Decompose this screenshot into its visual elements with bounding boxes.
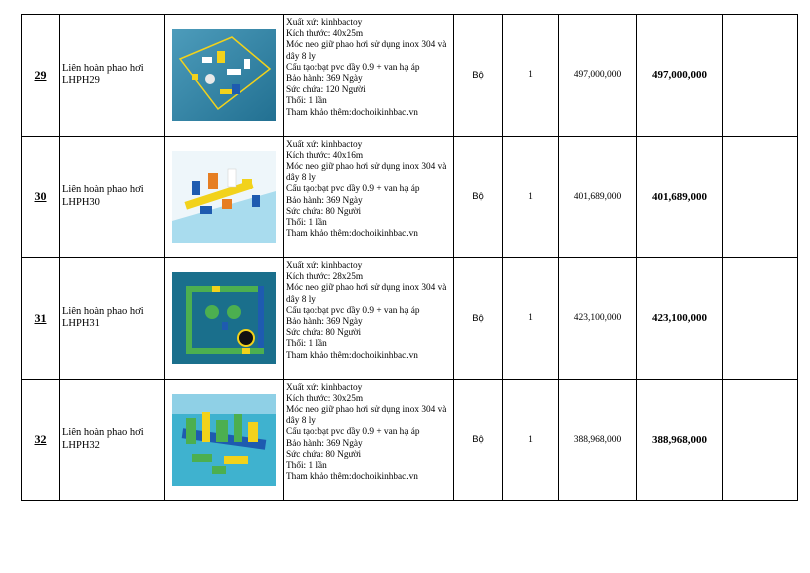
unit-cell: Bộ	[454, 258, 503, 380]
row-number: 32	[22, 379, 60, 501]
anchor-line: Móc neo giữ phao hơi sử dụng inox 304 và dây 8 ly	[286, 161, 447, 184]
row-number: 31	[22, 258, 60, 380]
product-code: LHPH29	[62, 75, 100, 87]
unit-price-cell: 423,100,000	[559, 258, 637, 380]
origin-line: Xuất xứ: kinhbactoy	[286, 261, 363, 271]
unit-price-cell: 497,000,000	[559, 15, 637, 137]
reference-line: Tham khảo thêm:dochoikinhbac.vn	[286, 107, 418, 118]
total-price-cell: 423,100,000	[637, 258, 723, 380]
product-name-cell	[60, 15, 165, 137]
inflate-line: Thổi: 1 lần	[286, 217, 327, 228]
total-price-cell: 497,000,000	[637, 15, 723, 137]
inflatable-water-park-image	[172, 394, 276, 486]
capacity-line: Sức chứa: 80 Người	[286, 449, 362, 460]
table-row	[22, 379, 798, 501]
inflate-line: Thổi: 1 lần	[286, 96, 327, 107]
quantity-cell: 1	[503, 15, 559, 137]
product-image-cell	[165, 258, 284, 380]
product-name: Liên hoàn phao hơi	[62, 305, 144, 317]
unit-price-cell: 401,689,000	[559, 136, 637, 258]
capacity-line: Sức chứa: 120 Người	[286, 85, 366, 96]
product-name-cell	[60, 136, 165, 258]
size-line: Kích thước: 28x25m	[286, 272, 364, 283]
product-name: Liên hoàn phao hơi	[62, 184, 144, 196]
origin-line: Xuất xứ: kinhbactoy	[286, 382, 363, 393]
reference-line: Tham khảo thêm:dochoikinhbac.vn	[286, 229, 418, 240]
product-description	[284, 379, 454, 501]
origin-line: Xuất xứ: kinhbactoy	[286, 139, 363, 150]
inflate-line: Thổi: 1 lần	[286, 460, 327, 471]
warranty-line: Bảo hành: 369 Ngày	[286, 317, 363, 328]
note-cell	[723, 379, 798, 501]
warranty-line: Bảo hành: 369 Ngày	[286, 74, 363, 85]
total-price-cell: 388,968,000	[637, 379, 723, 501]
product-image-cell	[165, 136, 284, 258]
product-name-cell	[60, 258, 165, 380]
quantity-cell: 1	[503, 379, 559, 501]
row-number: 30	[22, 136, 60, 258]
quantity-cell: 1	[503, 136, 559, 258]
capacity-line: Sức chứa: 80 Người	[286, 206, 362, 217]
reference-line: Tham khảo thêm:dochoikinhbac.vn	[286, 472, 418, 483]
capacity-line: Sức chứa: 80 Người	[286, 328, 362, 339]
table-row	[22, 15, 798, 137]
product-image-cell	[165, 379, 284, 501]
product-description	[284, 136, 454, 258]
product-price-table	[21, 14, 798, 501]
anchor-line: Móc neo giữ phao hơi sử dụng inox 304 và dây 8 ly	[286, 40, 447, 62]
product-name: Liên hoàn phao hơi	[62, 427, 144, 439]
product-name-cell	[60, 379, 165, 501]
unit-cell: Bộ	[454, 15, 503, 137]
inflate-line: Thổi: 1 lần	[286, 339, 327, 350]
unit-price-cell: 388,968,000	[559, 379, 637, 501]
product-code: LHPH31	[62, 318, 100, 330]
note-cell	[723, 136, 798, 258]
anchor-line: Móc neo giữ phao hơi sử dụng inox 304 và dây 8 ly	[286, 283, 447, 305]
anchor-line: Móc neo giữ phao hơi sử dụng inox 304 và dây 8 ly	[286, 404, 447, 427]
product-image-cell	[165, 15, 284, 137]
unit-cell: Bộ	[454, 136, 503, 258]
warranty-line: Bảo hành: 369 Ngày	[286, 438, 363, 449]
warranty-line: Bảo hành: 369 Ngày	[286, 195, 363, 206]
product-code: LHPH30	[62, 196, 100, 208]
product-description	[284, 258, 454, 380]
origin-line: Xuất xứ: kinhbactoy	[286, 18, 363, 28]
material-line: Cấu tạo:bạt pvc dầy 0.9 + van hạ áp	[286, 62, 420, 73]
reference-line: Tham khảo thêm:dochoikinhbac.vn	[286, 350, 418, 361]
material-line: Cấu tạo:bạt pvc dầy 0.9 + van hạ áp	[286, 305, 420, 316]
product-description	[284, 15, 454, 137]
unit-cell: Bộ	[454, 379, 503, 501]
product-code: LHPH32	[62, 439, 100, 451]
table-row	[22, 136, 798, 258]
inflatable-water-park-image	[172, 272, 276, 364]
size-line: Kích thước: 30x25m	[286, 393, 364, 404]
table-row	[22, 258, 798, 380]
inflatable-water-park-image	[172, 29, 276, 121]
note-cell	[723, 258, 798, 380]
quantity-cell: 1	[503, 258, 559, 380]
product-name: Liên hoàn phao hơi	[62, 62, 144, 74]
row-number: 29	[22, 15, 60, 137]
size-line: Kích thước: 40x16m	[286, 150, 364, 161]
note-cell	[723, 15, 798, 137]
total-price-cell: 401,689,000	[637, 136, 723, 258]
size-line: Kích thước: 40x25m	[286, 29, 364, 40]
inflatable-water-park-image	[172, 151, 276, 243]
material-line: Cấu tạo:bạt pvc dầy 0.9 + van hạ áp	[286, 427, 420, 438]
material-line: Cấu tạo:bạt pvc dầy 0.9 + van hạ áp	[286, 184, 420, 195]
